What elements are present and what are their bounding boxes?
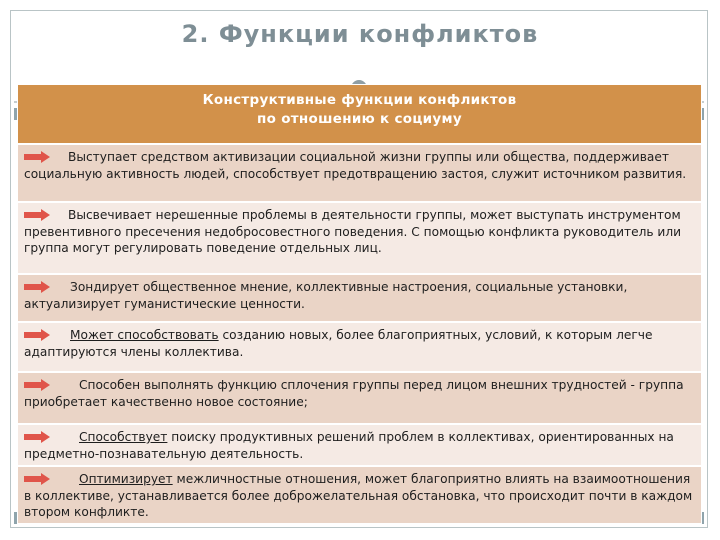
- arrow-right-icon: [24, 473, 50, 485]
- table-header: [18, 85, 701, 145]
- row-lead: Высвечивает: [68, 208, 152, 222]
- table-row: [18, 323, 701, 373]
- row-lead: Способствует: [79, 430, 168, 444]
- slide-title: 2. Функции конфликтов: [181, 20, 539, 48]
- table-row: [18, 467, 701, 523]
- table-row: [18, 275, 701, 323]
- table-row: [18, 425, 701, 467]
- row-text: поиску продуктивных решений проблем в коллективах, ориентированных на предметно-познавательную деятельность.: [24, 430, 674, 461]
- table-row: [18, 203, 701, 275]
- row-text: Способен выполнять функцию сплочения группы перед лицом внешних трудностей - группа приобретает качественно новое состояние;: [24, 378, 684, 409]
- row-text: межличностные отношения, может благоприятно влиять на взаимоотношения в коллективе, устанавливается более доброжелательная обстановка, что происходит почти в каждом втором конфликте.: [24, 472, 693, 519]
- row-lead: Может способствовать: [70, 328, 219, 342]
- arrow-right-icon: [24, 329, 50, 341]
- arrow-right-icon: [24, 379, 50, 391]
- row-text: нерешенные проблемы в деятельности группы, может выступать инструментом превентивного пресечения недобросовестного поведения. С помощью конфликта руководитель или группа могут регулировать поведение отдельных лиц.: [24, 208, 682, 255]
- functions-table: [17, 84, 702, 524]
- row-text: Зондирует общественное мнение, коллективные настроения, социальные установки, актуализирует гуманистические ценности.: [24, 280, 628, 311]
- arrow-right-icon: [24, 281, 50, 293]
- row-lead: Оптимизирует: [79, 472, 173, 486]
- table-row: [18, 373, 701, 425]
- table-header-line-1: Конструктивные функции конфликтов: [202, 92, 517, 108]
- row-text: Выступает средством активизации социальной жизни группы или общества, поддерживает социальную активность людей, способствует предотвращению застоя, служит источником развития.: [24, 150, 687, 181]
- arrow-right-icon: [24, 209, 50, 221]
- row-text: созданию новых, более благоприятных, условий, к которым легче адаптируются члены коллектива.: [24, 328, 653, 359]
- arrow-right-icon: [24, 151, 50, 163]
- table-header-line-2: по отношению к социуму: [257, 111, 462, 127]
- table-row: [18, 145, 701, 203]
- arrow-right-icon: [24, 431, 50, 443]
